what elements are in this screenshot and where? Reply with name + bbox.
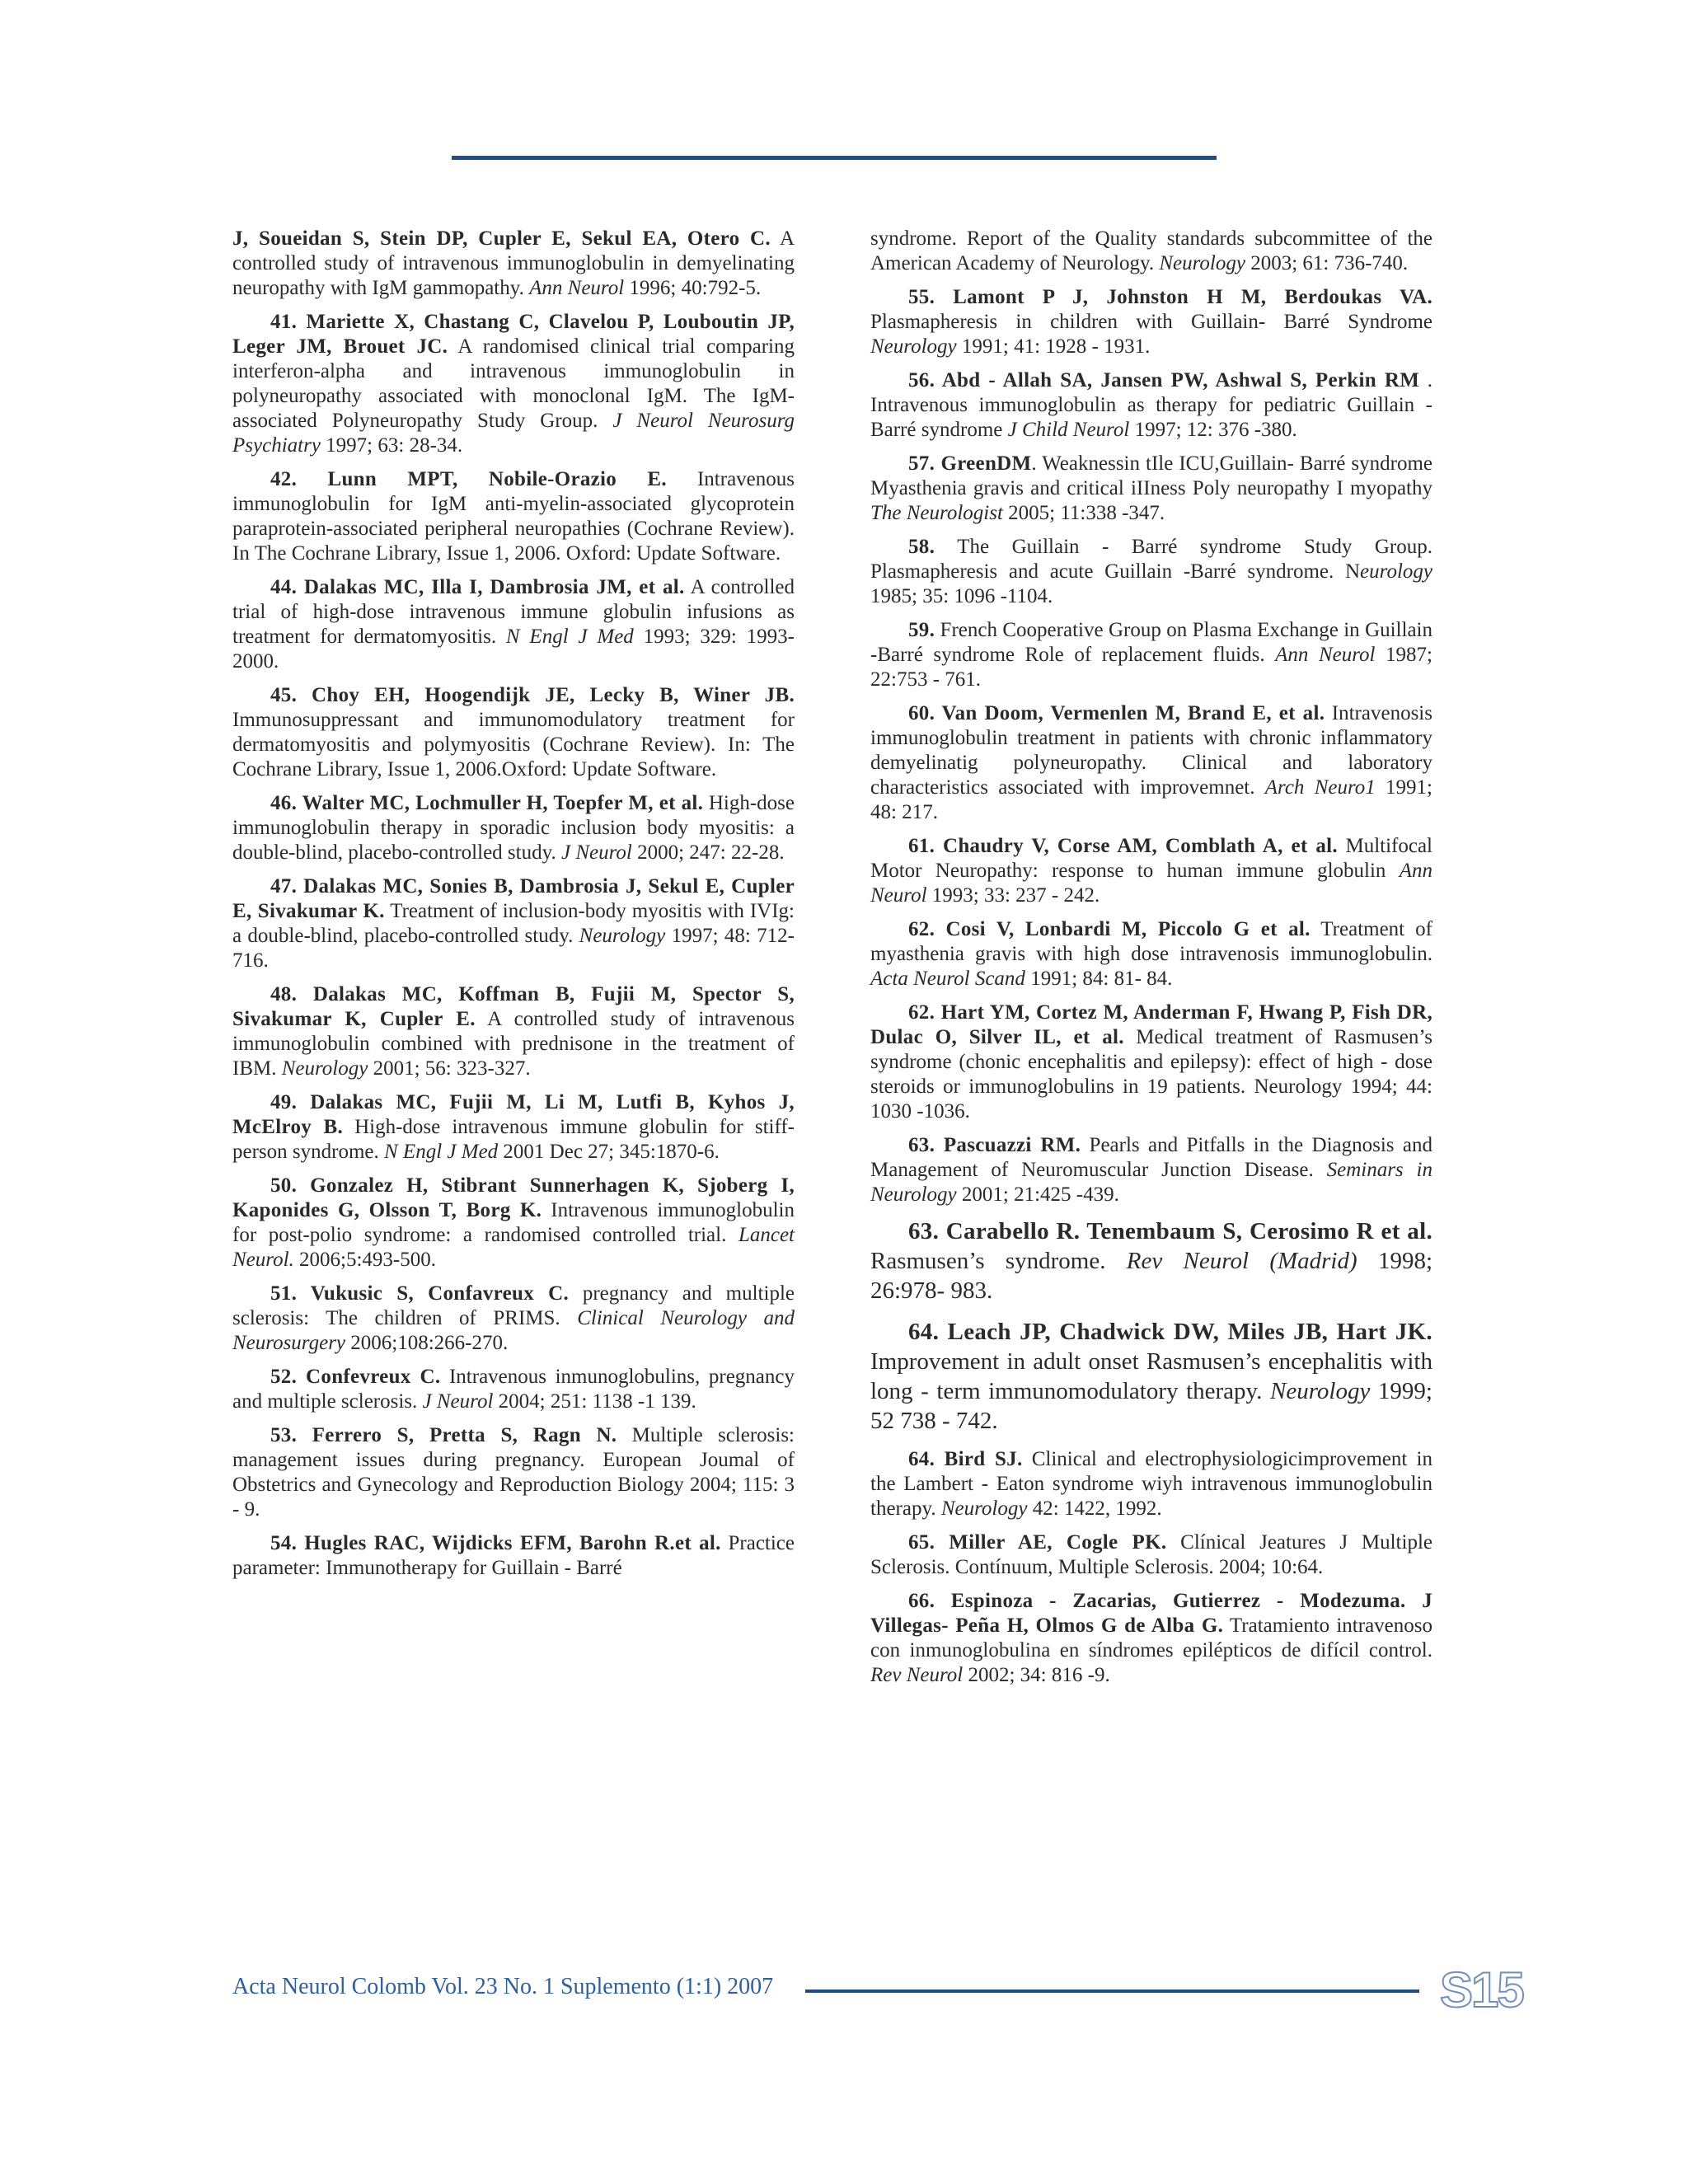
reference-text: Immunosuppressant and immunomodulatory treatment for dermatomyositis and polymyositis (Cochrane Review). In: The Cochrane Library, Issue 1, 2006.Oxford: Update Software. bbox=[232, 709, 795, 780]
reference-details: 2006;108:266-270. bbox=[345, 1332, 509, 1354]
reference-authors: 45. Choy EH, Hoogendijk JE, Lecky B, Winer JB. bbox=[270, 684, 795, 706]
references-left-column bbox=[232, 227, 795, 1590]
reference-entry bbox=[870, 285, 1432, 359]
reference-authors: 44. Dalakas MC, Illa I, Dambrosia JM, et al. bbox=[270, 576, 685, 598]
reference-text: Improvement in adult onset Rasmusen’s encephalitis with long - term immunomodulatory therapy. bbox=[870, 1348, 1432, 1404]
reference-authors: 50. Gonzalez H, Stibrant Sunnerhagen K, Sjoberg I, Kaponides G, Olsson T, Borg K. bbox=[232, 1174, 795, 1221]
reference-authors: 61. Chaudry V, Corse AM, Comblath A, et al. bbox=[908, 835, 1338, 857]
reference-text: Clinical and electrophysiologicimprovement in the Lambert - Eaton syndrome wiyh intravenous immunoglobulin therapy. bbox=[870, 1448, 1432, 1520]
reference-text: High-dose intravenous immune globulin for stiff-person syndrome. bbox=[232, 1116, 795, 1163]
reference-entry bbox=[232, 467, 795, 566]
reference-journal: The Neurologist bbox=[870, 502, 1003, 524]
reference-authors: 62. Cosi V, Lonbardi M, Piccolo G et al. bbox=[908, 918, 1311, 940]
reference-journal: J Child Neurol bbox=[1007, 419, 1130, 441]
reference-entry bbox=[870, 834, 1432, 908]
reference-details: 1991; 84: 81- 84. bbox=[1025, 968, 1173, 990]
reference-authors: 46. Walter MC, Lochmuller H, Toepfer M, et al. bbox=[270, 792, 704, 814]
reference-details: 2004; 251: 1138 -1 139. bbox=[493, 1390, 696, 1413]
reference-details: 1996; 40:792-5. bbox=[624, 277, 762, 299]
reference-authors: 41. Mariette X, Chastang C, Clavelou P, Louboutin JP, Leger JM, Brouet JC. bbox=[232, 311, 795, 358]
reference-journal: J Neurol Neurosurg Psychiatry bbox=[232, 410, 795, 457]
reference-journal: Lancet Neurol. bbox=[232, 1224, 795, 1271]
reference-details: 1987; 22:753 - 761. bbox=[870, 644, 1432, 691]
reference-details: 1991; 41: 1928 - 1931. bbox=[956, 335, 1151, 358]
reference-details: 2003; 61: 736-740. bbox=[1245, 252, 1409, 274]
reference-text: Treatment of inclusion-body myositis with IVIg: a double-blind, placebo-controlled study. bbox=[232, 900, 795, 947]
reference-entry bbox=[870, 701, 1432, 825]
reference-entry bbox=[870, 452, 1432, 526]
reference-entry bbox=[870, 1133, 1432, 1207]
reference-entry bbox=[232, 1531, 795, 1581]
reference-journal: eurology bbox=[1360, 560, 1432, 583]
reference-text: syndrome. Report of the Quality standards subcommittee of the American Academy of Neurology. bbox=[870, 227, 1432, 274]
reference-entry bbox=[232, 982, 795, 1081]
reference-details: 1999; 52 738 - 742. bbox=[870, 1378, 1432, 1434]
reference-entry bbox=[232, 1365, 795, 1414]
reference-entry bbox=[870, 1001, 1432, 1124]
reference-authors: 64. Bird SJ. bbox=[908, 1448, 1023, 1470]
reference-text: Multiple sclerosis: management issues during pregnancy. European Joumal of Obstetrics and Gynecology and Reproduction Biology 2004; 115: 3 - 9. bbox=[232, 1424, 795, 1521]
references-right-column bbox=[870, 227, 1432, 1697]
reference-details: 1993; 329: 1993-2000. bbox=[232, 626, 795, 673]
reference-journal: J Neurol bbox=[422, 1390, 494, 1413]
reference-details: 1997; 12: 376 -380. bbox=[1129, 419, 1297, 441]
reference-authors: 58. bbox=[908, 536, 935, 558]
reference-journal: Rev Neurol (Madrid) bbox=[1126, 1248, 1357, 1274]
reference-text: French Cooperative Group on Plasma Exchange in Guillain -Barré syndrome Role of replacement fluids. bbox=[870, 619, 1432, 666]
reference-entry bbox=[870, 1530, 1432, 1580]
reference-authors: 49. Dalakas MC, Fujii M, Li M, Lutfi B, Kyhos J, McElroy B. bbox=[232, 1091, 795, 1138]
reference-text: The Guillain - Barré syndrome Study Group. Plasmapheresis and acute Guillain -Barré syndrome. N bbox=[870, 536, 1432, 583]
reference-details: 2005; 11:338 -347. bbox=[1002, 502, 1165, 524]
reference-authors: 64. Leach JP, Chadwick DW, Miles JB, Hart JK. bbox=[908, 1319, 1432, 1345]
reference-text: High-dose immunoglobulin therapy in sporadic inclusion body myositis: a double-blind, placebo-controlled study. bbox=[232, 792, 795, 864]
reference-authors: J, Soueidan S, Stein DP, Cupler E, Sekul EA, Otero C. bbox=[232, 227, 771, 250]
reference-journal: Neurology bbox=[940, 1497, 1028, 1520]
reference-journal: Ann Neurol bbox=[1275, 644, 1376, 666]
reference-journal: Acta Neurol Scand bbox=[870, 968, 1025, 990]
reference-authors: 52. Confevreux C. bbox=[270, 1366, 441, 1388]
reference-text: Practice parameter: Immunotherapy for Guillain - Barré bbox=[232, 1532, 795, 1579]
reference-text: pregnancy and multiple sclerosis: The children of PRIMS. bbox=[232, 1282, 795, 1329]
reference-authors: 60. Van Doom, Vermenlen M, Brand E, et al. bbox=[908, 702, 1325, 724]
reference-text: Rasmusen’s syndrome. bbox=[870, 1248, 1127, 1274]
reference-details: 1985; 35: 1096 -1104. bbox=[870, 585, 1053, 607]
reference-details: 2001 Dec 27; 345:1870-6. bbox=[498, 1141, 720, 1163]
reference-journal: Neurology bbox=[1159, 252, 1245, 274]
reference-journal: Ann Neurol bbox=[870, 860, 1432, 907]
journal-citation: Acta Neurol Colomb Vol. 23 No. 1 Suplemento (1:1) 2007 bbox=[232, 1974, 774, 1999]
reference-entry bbox=[232, 683, 795, 782]
reference-text: Pearls and Pitfalls in the Diagnosis and Management of Neuromuscular Junction Disease. bbox=[870, 1134, 1432, 1181]
reference-text: A randomised clinical trial comparing interferon-alpha and intravenous immunoglobulin in polyneuropathy associated with monoclonal IgM. The IgM-associated Polyneuropathy Study Group. bbox=[232, 335, 795, 432]
reference-entry bbox=[232, 1174, 795, 1272]
footer-rule bbox=[805, 1990, 1419, 1993]
reference-entry bbox=[870, 618, 1432, 692]
reference-details: 1998; 26:978- 983. bbox=[870, 1248, 1432, 1304]
reference-authors: 51. Vukusic S, Confavreux C. bbox=[270, 1282, 570, 1305]
reference-entry bbox=[232, 310, 795, 458]
reference-authors: 47. Dalakas MC, Sonies B, Dambrosia J, Sekul E, Cupler E, Sivakumar K. bbox=[232, 875, 795, 922]
reference-entry bbox=[870, 1589, 1432, 1688]
reference-journal: J Neurol bbox=[560, 841, 632, 864]
reference-text: Intravenous inmunoglobulins, pregnancy and multiple sclerosis. bbox=[232, 1366, 795, 1413]
reference-text: Treatment of myasthenia gravis with high dose intravenosis immunoglobulin. bbox=[870, 918, 1432, 965]
reference-entry bbox=[232, 791, 795, 865]
reference-journal: Neurology bbox=[281, 1057, 368, 1080]
reference-text: Intravenous immunoglobulin for post-polio syndrome: a randomised controlled trial. bbox=[232, 1199, 795, 1246]
reference-entry bbox=[232, 1282, 795, 1356]
reference-details: 1997; 63: 28-34. bbox=[320, 434, 463, 457]
reference-text: Clínical Jeatures J Multiple Sclerosis. Contínuum, Multiple Sclerosis. 2004; 10:64. bbox=[870, 1531, 1432, 1578]
reference-journal: N Engl J Med bbox=[505, 626, 634, 648]
reference-entry bbox=[870, 1317, 1432, 1436]
reference-authors: 42. Lunn MPT, Nobile-Orazio E. bbox=[270, 468, 667, 490]
reference-journal: Neurology bbox=[1269, 1378, 1371, 1404]
reference-text: . Weaknessin tIle ICU,Guillain- Barré syndrome Myasthenia gravis and critical iIIness Poly neuropathy I myopathy bbox=[870, 452, 1433, 499]
reference-authors: 48. Dalakas MC, Koffman B, Fujii M, Spector S, Sivakumar K, Cupler E. bbox=[232, 983, 795, 1030]
reference-entry bbox=[232, 575, 795, 674]
reference-entry bbox=[870, 227, 1432, 276]
page-footer bbox=[232, 1962, 1523, 2018]
reference-journal: N Engl J Med bbox=[384, 1141, 499, 1163]
reference-text: Tratamiento intravenoso con inmunoglobulina en síndromes epilépticos de difícil control. bbox=[870, 1615, 1432, 1661]
reference-authors: 66. Espinoza - Zacarias, Gutierrez - Modezuma. J Villegas- Peña H, Olmos G de Alba G. bbox=[870, 1590, 1432, 1637]
reference-text: Intravenosis immunoglobulin treatment in patients with chronic inflammatory demyelinatig polyneuropathy. Clinical and laboratory characteristics associated with improvemnet. bbox=[870, 702, 1432, 799]
reference-text: Medical treatment of Rasmusen’s syndrome (chonic encephalitis and epilepsy): effect of high - dose steroids or immunoglobulins in 19 patients. Neurology 1994; 44: 1030 -1036. bbox=[870, 1026, 1432, 1122]
reference-text: Intravenous immunoglobulin for IgM anti-myelin-associated glycoprotein paraprotein-associated peripheral neuropathies (Cochrane Review). In The Cochrane Library, Issue 1, 2006. Oxford: Update Software. bbox=[232, 468, 795, 565]
reference-details: 2000; 247: 22-28. bbox=[631, 841, 785, 864]
reference-authors: 63. Carabello R. Tenembaum S, Cerosimo R et al. bbox=[908, 1218, 1432, 1244]
reference-authors: 57. GreenDM bbox=[908, 452, 1032, 475]
reference-entry bbox=[870, 1216, 1432, 1305]
reference-authors: 63. Pascuazzi RM. bbox=[908, 1134, 1081, 1156]
reference-authors: 59. bbox=[908, 619, 935, 641]
reference-text: . Intravenous immunoglobulin as therapy for pediatric Guillain - Barré syndrome bbox=[870, 369, 1432, 441]
reference-authors: 54. Hugles RAC, Wijdicks EFM, Barohn R.et al. bbox=[270, 1532, 721, 1554]
reference-details: 2001; 56: 323-327. bbox=[368, 1057, 531, 1080]
reference-authors: 62. Hart YM, Cortez M, Anderman F, Hwang P, Fish DR, Dulac O, Silver IL, et al. bbox=[870, 1001, 1432, 1048]
reference-entry bbox=[870, 368, 1432, 443]
reference-entry bbox=[232, 1423, 795, 1522]
reference-journal: Neurology bbox=[870, 335, 957, 358]
reference-details: 2002; 34: 816 -9. bbox=[963, 1664, 1110, 1686]
page-number: S15 bbox=[1440, 1962, 1523, 2018]
reference-entry bbox=[232, 874, 795, 973]
reference-details: 42: 1422, 1992. bbox=[1027, 1497, 1162, 1520]
reference-text: Plasmapheresis in children with Guillain- Barré Syndrome bbox=[870, 311, 1432, 333]
reference-details: 2006;5:493-500. bbox=[293, 1249, 436, 1271]
reference-journal: Seminars in Neurology bbox=[870, 1159, 1432, 1206]
reference-details: 1997; 48: 712-716. bbox=[232, 925, 795, 972]
reference-authors: 55. Lamont P J, Johnston H M, Berdoukas VA. bbox=[908, 286, 1432, 308]
reference-entry bbox=[870, 917, 1432, 991]
reference-entry bbox=[870, 535, 1432, 609]
reference-text: A controlled study of intravenous immunoglobulin in demyelinating neuropathy with IgM gammopathy. bbox=[232, 227, 795, 299]
reference-journal: Ann Neurol bbox=[529, 277, 625, 299]
reference-authors: 65. Miller AE, Cogle PK. bbox=[908, 1531, 1167, 1554]
reference-journal: Neurology bbox=[579, 925, 666, 947]
reference-journal: Rev Neurol bbox=[870, 1664, 964, 1686]
reference-text: Multifocal Motor Neuropathy: response to human immune globulin bbox=[870, 835, 1433, 882]
reference-text: A controlled study of intravenous immunoglobulin combined with prednisone in the treatment of IBM. bbox=[232, 1008, 795, 1080]
reference-details: 2001; 21:425 -439. bbox=[956, 1183, 1119, 1206]
reference-text: A controlled trial of high-dose intravenous immune globulin infusions as treatment for dermatomyositis. bbox=[232, 576, 795, 648]
reference-details: 1991; 48: 217. bbox=[870, 776, 1432, 823]
top-rule bbox=[452, 156, 1217, 160]
reference-entry bbox=[232, 227, 795, 301]
reference-entry bbox=[232, 1090, 795, 1165]
reference-entry bbox=[870, 1447, 1432, 1521]
reference-journal: Clinical Neurology and Neurosurgery bbox=[232, 1307, 795, 1354]
reference-authors: 53. Ferrero S, Pretta S, Ragn N. bbox=[270, 1424, 617, 1446]
reference-journal: Arch Neuro1 bbox=[1264, 776, 1376, 799]
reference-details: 1993; 33: 237 - 242. bbox=[926, 884, 1100, 907]
reference-authors: 56. Abd - Allah SA, Jansen PW, Ashwal S, Perkin RM bbox=[908, 369, 1420, 391]
